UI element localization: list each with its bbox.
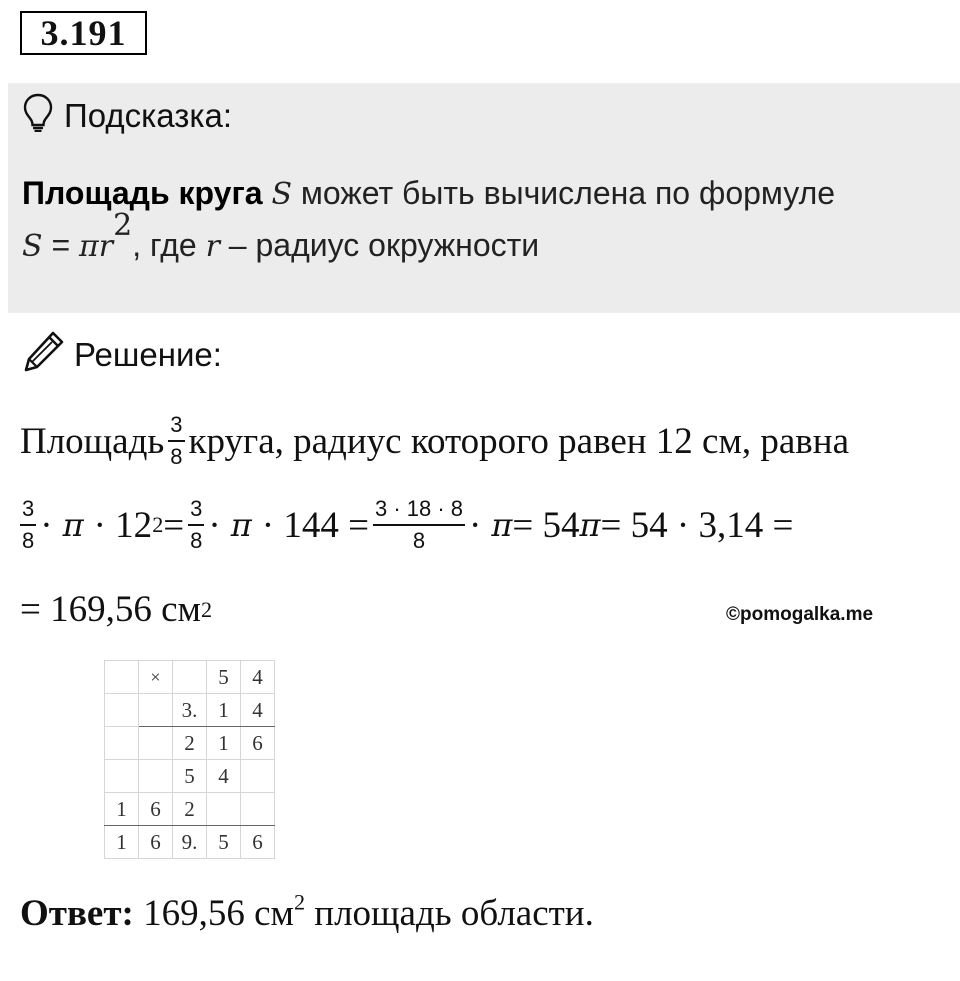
grid-row [105, 793, 275, 826]
text-54: = 54 [512, 504, 580, 546]
grid-cell: 5 [207, 661, 241, 694]
grid-cell: 5 [173, 760, 207, 793]
formula-eq: = [42, 227, 80, 263]
fraction-1-num: 3 [20, 496, 36, 526]
fraction-1-den: 8 [22, 528, 35, 553]
hint-text-3: – радиус окружности [228, 227, 540, 263]
grid-cell [173, 661, 207, 694]
eq-1: = [163, 504, 185, 546]
grid-cell [139, 694, 173, 727]
fraction-denominator: 8 [170, 444, 183, 469]
formula-s: S [22, 229, 43, 264]
grid-cell: × [139, 661, 173, 694]
grid-cell: 9. [173, 826, 207, 859]
fraction-2 [188, 496, 204, 554]
grid-cell: 1 [207, 727, 241, 760]
grid-cell [139, 760, 173, 793]
multiplication-grid [104, 660, 275, 859]
fraction-3-den: 8 [412, 528, 426, 553]
answer-label: Ответ: [20, 893, 134, 934]
text-144: · 144 = [261, 504, 369, 546]
hint-line-1 [22, 168, 947, 220]
grid-row [105, 727, 275, 760]
op-dot-3: · [469, 504, 482, 546]
grid-cell: 6 [241, 826, 275, 859]
line1-text-a: Площадь [20, 420, 165, 462]
grid-cell: 2 [173, 727, 207, 760]
answer-value: 169,56 см [133, 893, 294, 934]
hint-text-1: может быть вычислена по формуле [300, 175, 836, 211]
watermark: ©pomogalka.me [726, 604, 874, 625]
text-12: · 12 [93, 504, 153, 546]
grid-cell: 3. [173, 694, 207, 727]
formula-pi-r: πr [79, 229, 114, 264]
hint-header [22, 94, 232, 138]
solution-line-2: $\frac{3}{8}$ · π · 12 2 = $\frac{3}{8}$ · π · 144 = $\frac{3 \cdot 18 \cdot 8}{8}$ · π = 54 π = 54 · 3,14 = [22, 496, 794, 553]
hint-line-2 [22, 208, 947, 272]
grid-cell: 1 [105, 793, 139, 826]
fraction-three-eighths [168, 412, 184, 470]
grid-cell: 6 [241, 727, 275, 760]
fraction-numerator: 3 [168, 412, 184, 442]
fraction-3-num: 3 · 18 · 8 [373, 496, 465, 526]
grid-cell: 4 [207, 760, 241, 793]
hint-var-r: r [205, 229, 220, 264]
grid-cell [105, 727, 139, 760]
formula-exponent: 2 [113, 208, 133, 243]
grid-cell [241, 760, 275, 793]
grid-cell: 4 [241, 694, 275, 727]
grid-cell [241, 793, 275, 826]
op-dot-1: · [40, 504, 53, 546]
grid-cell [105, 661, 139, 694]
fraction-2-den: 8 [190, 528, 203, 553]
answer-exponent: 2 [293, 889, 306, 915]
lightbulb-icon [22, 92, 54, 140]
task-number: 3.191 [20, 11, 147, 55]
hint-text-2: , где [132, 227, 197, 263]
hint-bold-lead: Площадь круга [22, 175, 263, 211]
grid-row [105, 760, 275, 793]
grid-cell: 4 [241, 661, 275, 694]
solution-title: Решение: [74, 336, 222, 373]
result-text: = 169,56 см [20, 589, 201, 630]
solution-line-1 [20, 412, 849, 470]
grid-cell [105, 760, 139, 793]
fraction-3 [373, 496, 465, 554]
answer-line [20, 889, 594, 935]
grid-cell: 1 [105, 826, 139, 859]
answer-rest: площадь области. [305, 893, 594, 934]
grid-cell [207, 793, 241, 826]
grid-cell: 1 [207, 694, 241, 727]
pi-4: π [579, 506, 601, 544]
hint-text [22, 168, 947, 272]
grid-row [105, 826, 275, 859]
hint-title: Подсказка: [64, 97, 233, 134]
op-dot-2: · [208, 504, 221, 546]
grid-cell [105, 694, 139, 727]
solution-line-3: = 169,56 см 2 [20, 589, 213, 630]
fraction-2-num: 3 [188, 496, 204, 526]
grid-cell: 6 [139, 793, 173, 826]
solution-header [22, 333, 222, 377]
pencil-icon [22, 329, 66, 381]
grid-cell: 5 [207, 826, 241, 859]
grid-cell: 6 [139, 826, 173, 859]
text-54-314: = 54 · 3,14 = [600, 504, 794, 546]
grid-row [105, 661, 275, 694]
grid-cell [139, 727, 173, 760]
grid-row [105, 694, 275, 727]
pi-1: π [62, 506, 84, 544]
grid-cell: 2 [173, 793, 207, 826]
pi-3: π [491, 506, 513, 544]
pi-2: π [230, 506, 252, 544]
fraction-1 [20, 496, 36, 554]
hint-var-s: S [271, 177, 293, 212]
line1-text-b: круга, радиус которого равен 12 см, равна [188, 420, 850, 462]
